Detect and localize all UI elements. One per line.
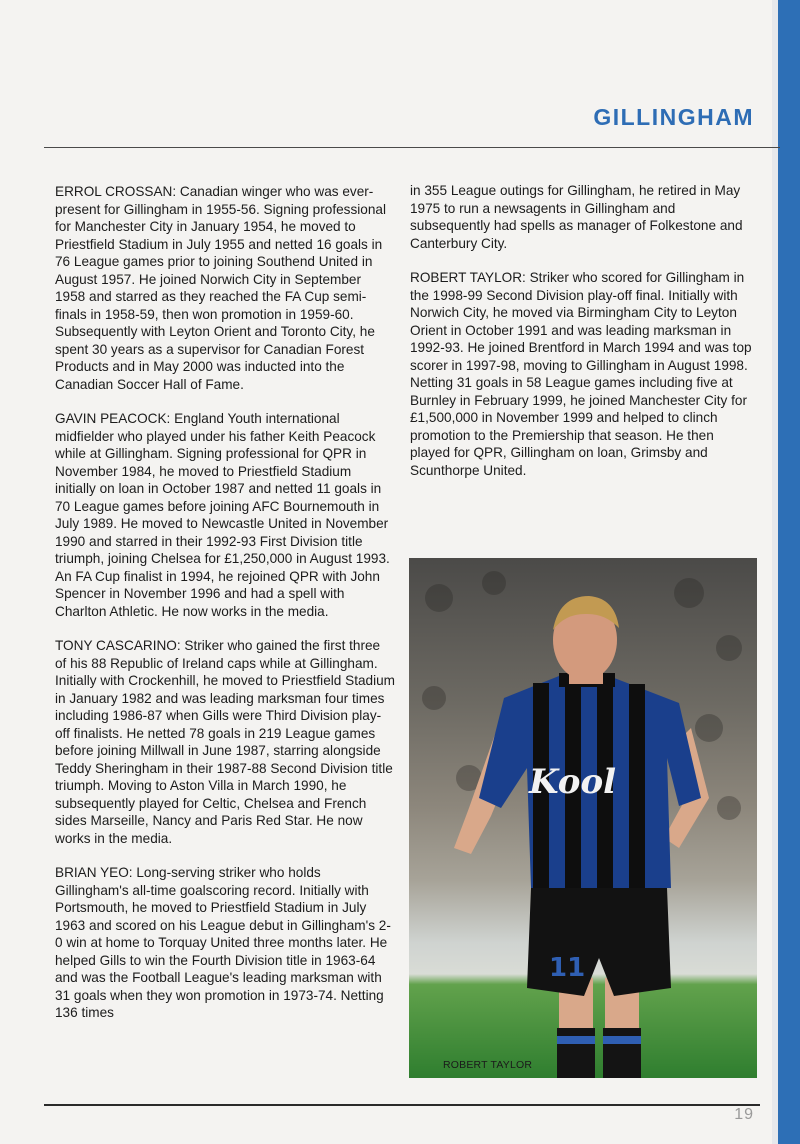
profile-errol-crossan: ERROL CROSSAN: Canadian winger who was ever-present for Gillingham in 1955-56. Signing professional for Manchester City in January 1954, he moved to Priestfield Stadium in July 1955 and netted 16 goals in 76 League games prior to joining Southend United in August 1957. He joined Norwich City in September 1958 and starred as they reached the FA Cup semi-finals in 1958-59, then won promotion in 1959-60. Subsequently with Leyton Orient and Toronto City, he spent 30 years as a supervisor for Canadian Forest Products and in May 2000 was inducted into the Canadian Soccer Hall of Fame. xyxy=(55,184,386,392)
profile-robert-taylor: ROBERT TAYLOR: Striker who scored for Gillingham in the 1998-99 Second Division play-off final. Initially with Norwich City, he moved via Birmingham City to Leyton Orient in October 1991 and was leading marksman in 1992-93. He joined Brentford in March 1994 and was top scorer in 1997-98, moving to Gillingham in August 1998. Netting 31 goals in 58 League games including five at Burnley in February 1999, he joined Manchester City for £1,500,000 in November 1999 and helped to clinch promotion to the Premiership that season. He then played for QPR, Gillingham on loan, Grimsby and Scunthorpe United. xyxy=(410,270,752,478)
shorts-number: 11 xyxy=(549,953,586,983)
photo-caption: ROBERT TAYLOR xyxy=(443,1059,533,1071)
header-rule xyxy=(44,147,780,148)
player-photo xyxy=(409,558,757,1078)
profile-tony-cascarino: TONY CASCARINO: Striker who gained the first three of his 88 Republic of Ireland caps while at Gillingham. Initially with Crockenhill, he moved to Priestfield Stadium in January 1982 and was leading marksman four times including 1986-87 when Gills were Third Division play-off finalists. He netted 78 goals in 219 League games before joining Millwall in June 1987, starring alongside Teddy Sheringham in their 1987-88 Second Division title triumph. Moving to Aston Villa in March 1990, he subsequently played for Celtic, Chelsea and French sides Marseille, Nancy and Paris Red Star. He now works in the media. xyxy=(55,638,395,846)
page-number: 19 xyxy=(734,1106,754,1123)
profile-brian-yeo-continued: in 355 League outings for Gillingham, he retired in May 1975 to run a newsagents in Gillingham and subsequently had spells as manager of Folkestone and Canterbury City. xyxy=(410,183,743,251)
profile-gavin-peacock: GAVIN PEACOCK: England Youth international midfielder who played under his father Keith Peacock while at Gillingham. Signing professional for QPR in November 1984, he moved to Priestfield Stadium initially on loan in October 1987 and netted 11 goals in 70 League games before joining AFC Bournemouth in July 1989. He moved to Newcastle United in November 1990 and starred in their 1992-93 First Division title triumph, joining Chelsea for £1,250,000 in August 1993. An FA Cup finalist in 1994, he rejoined QPR with John Spencer in November 1996 and had a spell with Charlton Athletic. He now works in the media. xyxy=(55,411,390,619)
shirt-sponsor: Kool xyxy=(529,762,617,802)
blue-page-edge xyxy=(778,0,800,1144)
section-title: GILLINGHAM xyxy=(593,104,754,130)
profile-brian-yeo: BRIAN YEO: Long-serving striker who holds Gillingham's all-time goalscoring record. Initially with Portsmouth, he moved to Priestfield Stadium in July 1963 and scored on his League debut in Gillingham's 2-0 win at home to Torquay United three months later. He helped Gills to win the Fourth Division title in 1963-64 and was the Football League's leading marksman with 31 goals when they won promotion in 1973-74. Netting 136 times xyxy=(55,865,391,1020)
player-figure xyxy=(409,558,757,1078)
left-column xyxy=(55,183,395,1039)
right-column xyxy=(410,182,755,496)
footer-rule xyxy=(44,1104,760,1106)
